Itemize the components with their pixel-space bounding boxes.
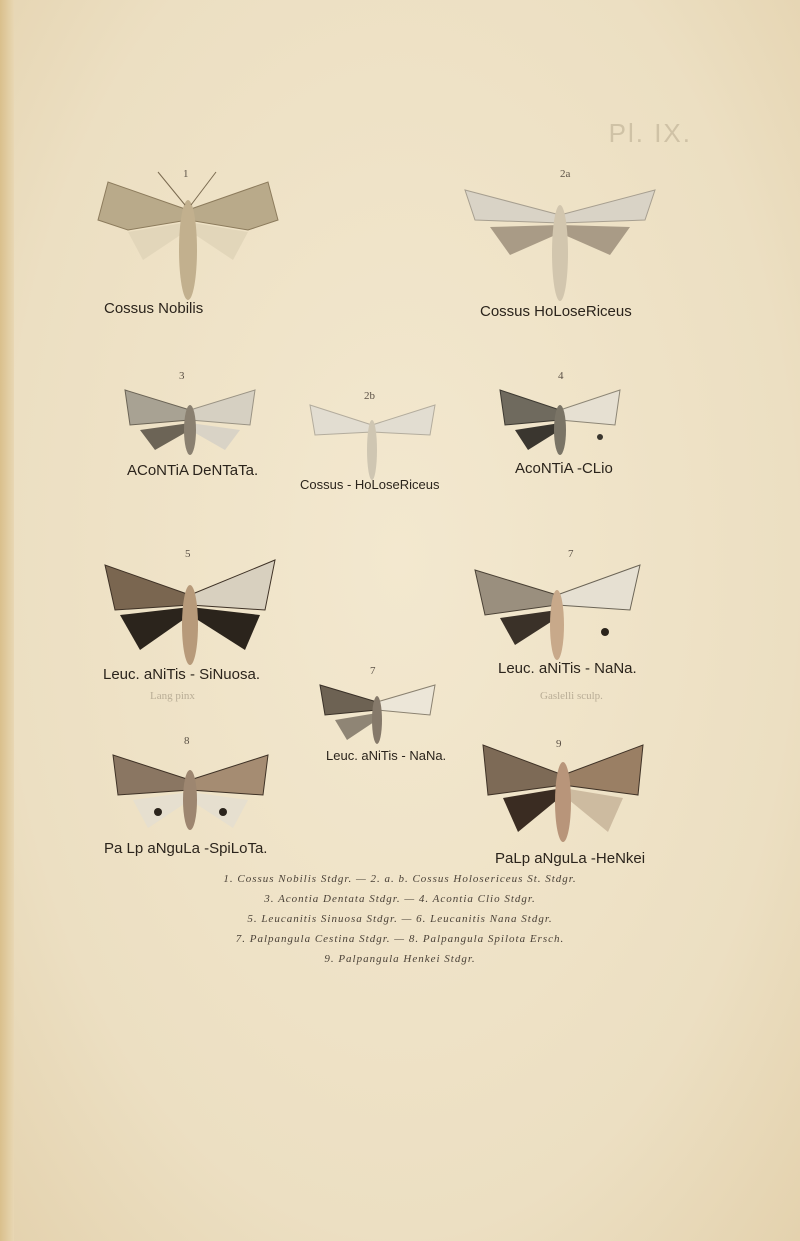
moth-figure-4 <box>490 385 630 460</box>
moth-figure-7 <box>470 560 645 660</box>
figure-label: Leuc. aNiTis - NaNa. <box>498 660 637 677</box>
figure-number: 2a <box>560 168 571 180</box>
plate-number: Pl. IX. <box>608 118 692 148</box>
figure-number: 3 <box>179 370 185 382</box>
caption-line: 5. Leucanitis Sinuosa Stdgr. — 6. Leucanitis Nana Stdgr. <box>247 913 553 925</box>
figure-label: Leuc. aNiTis - NaNa. <box>326 748 447 763</box>
figure-label: Cossus Nobilis <box>104 300 204 317</box>
moth-figure-9 <box>478 740 648 845</box>
moth-figure-2b <box>305 400 440 480</box>
figure-number: 7 <box>370 665 376 677</box>
figure-label: AcoNTiA -CLio <box>515 460 613 477</box>
figure-number: 1 <box>183 168 189 180</box>
caption-line: 7. Palpangula Cestina Stdgr. — 8. Palpangula Spilota Ersch. <box>235 933 565 945</box>
moth-figure-1 <box>88 170 288 305</box>
figure-number: 7 <box>568 548 574 560</box>
figure-label: Cossus HoLoseRiceus <box>480 303 632 320</box>
figure-label: PaLp aNguLa -HeNkei <box>495 850 646 867</box>
figure-label: ACoNTiA DeNTaTa. <box>127 462 259 479</box>
binding-edge <box>0 0 14 1241</box>
moth-figure-6 <box>315 680 440 750</box>
engraver-credit-left: Lang pinx <box>150 690 195 702</box>
figure-number: 8 <box>184 735 190 747</box>
figure-number: 9 <box>556 738 562 750</box>
figure-number: 4 <box>558 370 564 382</box>
moth-figure-8 <box>108 750 273 835</box>
figure-label: Leuc. aNiTis - SiNuosa. <box>103 666 261 683</box>
moth-figure-5 <box>100 555 280 665</box>
figure-number: 2b <box>364 390 375 402</box>
figure-label: Cossus - HoLoseRiceus <box>300 477 440 492</box>
figure-label: Pa Lp aNguLa -SpiLoTa. <box>104 840 268 857</box>
caption-line: 3. Acontia Dentata Stdgr. — 4. Acontia Clio Stdgr. <box>264 893 536 905</box>
caption-line: 9. Palpangula Henkei Stdgr. <box>324 953 476 965</box>
moth-figure-2a <box>460 175 660 305</box>
engraver-credit-right: Gaslelli sculp. <box>540 690 603 702</box>
figure-number: 5 <box>185 548 191 560</box>
caption-line: 1. Cossus Nobilis Stdgr. — 2. a. b. Cossus Holosericeus St. Stdgr. <box>223 873 577 885</box>
moth-figure-3 <box>115 385 265 460</box>
